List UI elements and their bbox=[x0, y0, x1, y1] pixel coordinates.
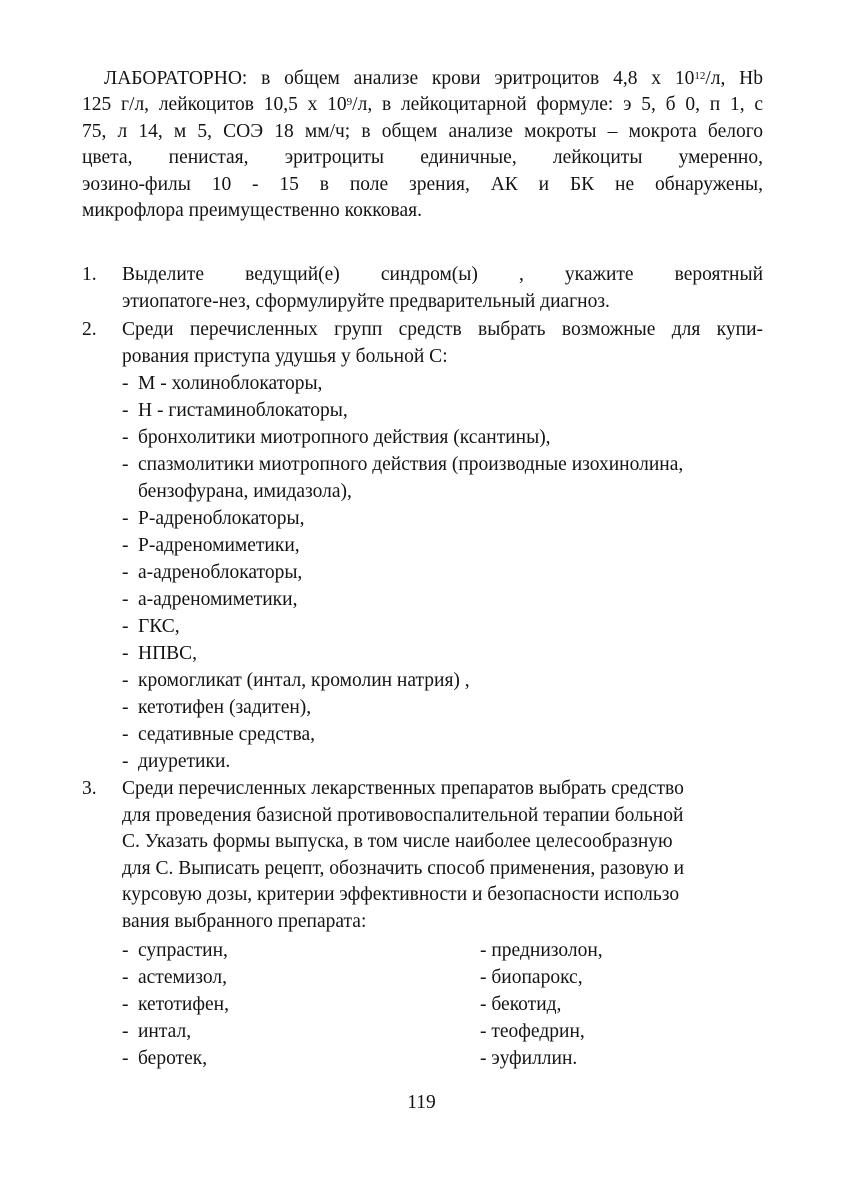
question-line: рования приступа удушья у больной С: bbox=[122, 345, 448, 367]
question-line: для проведения базисной противовоспалительной терапии больной bbox=[122, 804, 684, 826]
question-line: вания выбранного препарата: bbox=[122, 910, 367, 932]
paragraph-line: цвета, пенистая, эритроциты единичные, лейкоциты умеренно, bbox=[82, 147, 763, 169]
question-line: для С. Выписать рецепт, обозначить способ применения, разовую и bbox=[122, 857, 685, 879]
list-item: - диуретики. bbox=[122, 751, 231, 772]
list-item: - спазмолитики миотропного действия (производные изохинолина, bbox=[122, 454, 684, 475]
drug-option-left: - супрастин, bbox=[122, 940, 228, 961]
question-line: Среди перечисленных лекарственных препаратов выбрать средство bbox=[122, 778, 684, 799]
list-item: - Р-адреномиметики, bbox=[122, 535, 300, 556]
drug-option-right: - теофедрин, bbox=[480, 1021, 585, 1042]
drug-option-right: - преднизолон, bbox=[480, 940, 603, 961]
list-item: - ГКС, bbox=[122, 616, 180, 637]
question-line: Выделите ведущий(е) синдром(ы) , укажите вероятный bbox=[122, 264, 763, 285]
paragraph-line: микрофлора преимущественно кокковая. bbox=[82, 200, 422, 222]
paragraph-line: 75, л 14, м 5, СОЭ 18 мм/ч; в общем анализе мокроты – мокрота белого bbox=[82, 120, 763, 142]
list-item: - бронхолитики миотропного действия (ксантины), bbox=[122, 427, 551, 448]
drug-option-left: - кетотифен, bbox=[122, 994, 229, 1015]
list-item: - Р-адреноблокаторы, bbox=[122, 508, 305, 529]
list-item: - а-адреномиметики, bbox=[122, 589, 298, 610]
question-number: 3. bbox=[82, 778, 97, 799]
drug-option-left: - интал, bbox=[122, 1021, 192, 1042]
lab-results-paragraph bbox=[82, 66, 763, 224]
question-number: 2. bbox=[82, 319, 97, 340]
paragraph-line: ЛАБОРАТОРНО: в общем анализе крови эритроцитов 4,8 х $10^{12}/л$, Hb bbox=[104, 68, 763, 89]
list-item: - а-адреноблокаторы, bbox=[122, 562, 303, 583]
list-item: - Н - гистаминоблокаторы, bbox=[122, 400, 348, 421]
drug-option-right: - бекотид, bbox=[480, 994, 562, 1015]
drug-option-left: - астемизол, bbox=[122, 967, 227, 988]
list-item: - НПВС, bbox=[122, 643, 198, 664]
list-item: - кромогликат (интал, кромолин натрия) , bbox=[122, 670, 470, 691]
list-item: - кетотифен (задитен), bbox=[122, 697, 312, 718]
paragraph-line: 125 г/л, лейкоцитов 10,5 х $10^9/л$, в лейкоцитарной формуле: э 5, б 0, п 1, с bbox=[82, 94, 763, 116]
question-line: Среди перечисленных групп средств выбрать возможные для купи- bbox=[122, 319, 763, 340]
question-line: С. Указать формы выпуска, в том числе наиболее целесообразную bbox=[122, 831, 673, 853]
question-number: 1. bbox=[82, 264, 97, 285]
question-line: этиопатоге-нез, сформулируйте предварительный диагноз. bbox=[122, 290, 610, 312]
page-number: 119 bbox=[407, 1092, 436, 1113]
paragraph-line: эозино-филы 10 - 15 в поле зрения, АК и БК не обнаружены, bbox=[82, 173, 763, 195]
drug-option-right: - биопарокс, bbox=[480, 967, 583, 988]
drug-option-left: - беротек, bbox=[122, 1048, 208, 1069]
question-line: курсовую дозы, критерии эффективности и безопасности использо bbox=[122, 884, 680, 906]
list-item-continuation: бензофурана, имидазола), bbox=[138, 481, 352, 502]
list-item: - М - холиноблокаторы, bbox=[122, 373, 323, 394]
list-item: - седативные средства, bbox=[122, 724, 315, 745]
drug-option-right: - эуфиллин. bbox=[480, 1048, 578, 1069]
